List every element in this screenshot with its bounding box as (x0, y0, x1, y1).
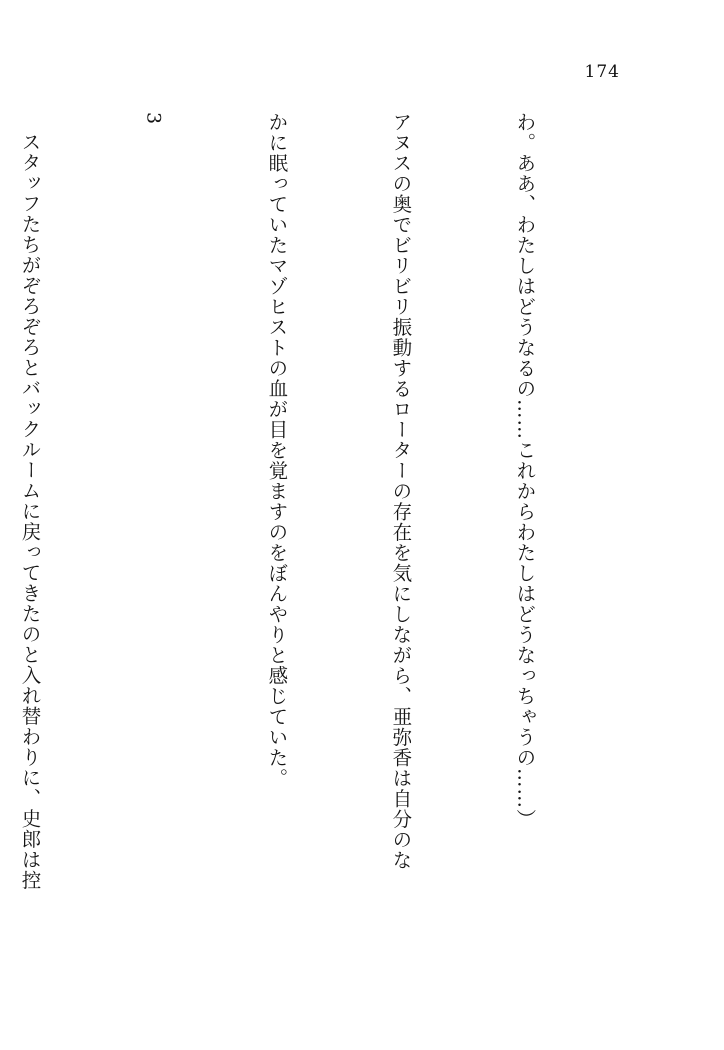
paragraph: スタッフたちがぞろぞろとバックルームに戻ってきたのと入れ替わりに、史郎は控 (18, 131, 42, 890)
paragraph: アヌスの奥でビリビリ振動するローターの存在を気にしながら、亜弥香は自分のな (389, 112, 413, 871)
page-body-text (18, 112, 628, 992)
paragraph: わ。ああ、わたしはどうなるの……これからわたしはどうなっちゃうの……） (513, 112, 537, 830)
section-number: 3 (142, 112, 165, 126)
page-number: 174 (584, 62, 620, 82)
paragraph: かに眠っていたマゾヒストの血が目を覚ますのをぼんやりと感じていた。 (265, 112, 289, 789)
